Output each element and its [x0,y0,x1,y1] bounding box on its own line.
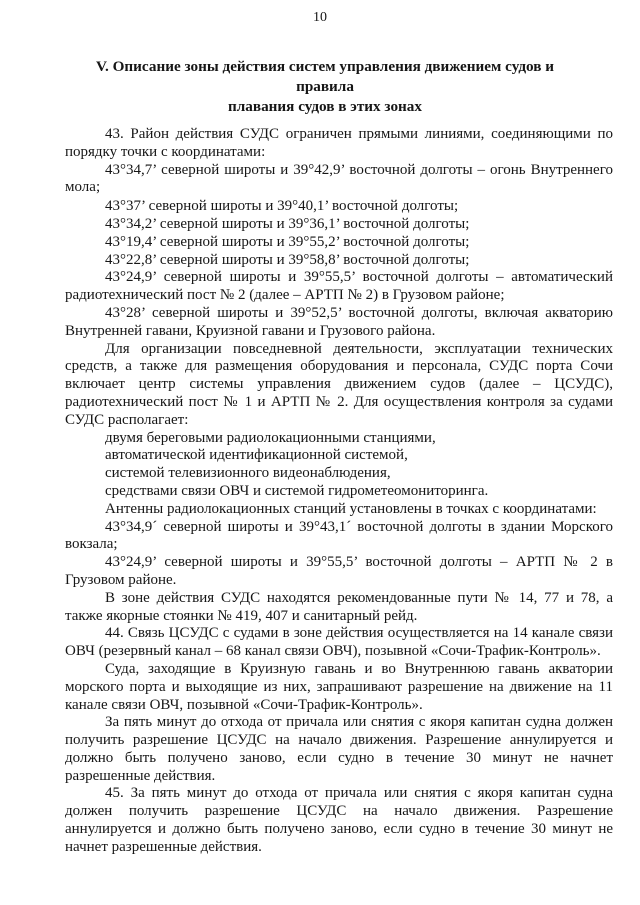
section-title-line-1: V. Описание зоны действия систем управления движением судов и правила [96,58,554,95]
coordinate-point: 43°22,8’ северной широты и 39°58,8’ восточной долготы; [105,251,470,268]
paragraph-organization: Для организации повседневной деятельности, эксплуатации технических средств, а также для размещения оборудования и персонала, СУДС порта Сочи включает центр системы управления движением судов (далее – ЦСУДС), радиотехнический пост № 1 и АРТП № 2. Для осуществления контроля за судами СУДС располагает: [65,340,613,428]
paragraph-44: 44. Связь ЦСУДС с судами в зоне действия осуществляется на 14 канале связи ОВЧ (резервный канал – 68 канал связи ОВЧ), позывной «Сочи-Трафик-Контроль». [65,625,613,660]
section-title-line-2: плавания судов в этих зонах [228,98,422,115]
paragraph-routes: В зоне действия СУДС находятся рекомендованные пути № 14, 77 и 78, а также якорные стоянки № 419, 407 и санитарный рейд. [65,589,613,624]
coordinate-point: 43°28’ северной широты и 39°52,5’ восточной долготы, включая акваторию Внутренней гавани, Круизной гавани и Грузового района. [65,304,613,339]
antenna-coordinate: 43°34,9´ северной широты и 39°43,1´ восточной долготы в здании Морского вокзала; [65,518,613,553]
paragraph-departure-permission: За пять минут до отхода от причала или снятия с якоря капитан судна должен получить разрешение ЦСУДС на начало движения. Разрешение аннулируется и должно быть получено заново, если судно в течение 30 минут не начнет разрешенные действия. [65,714,613,784]
equipment-list-item: автоматической идентификационной системой, [105,447,408,464]
paragraph-antennas: Антенны радиолокационных станций установлены в точках с координатами: [105,500,597,517]
equipment-list-item: двумя береговыми радиолокационными станциями, [105,429,436,446]
coordinate-point: 43°34,2’ северной широты и 39°36,1’ восточной долготы; [105,215,470,232]
paragraph-harbour-entry: Суда, заходящие в Круизную гавань и во Внутреннюю гавань акватории морского порта и выходящие из них, запрашивают разрешение на движение на 11 канале связи ОВЧ, позывной «Сочи-Трафик-Контроль». [65,660,613,713]
paragraph-45: 45. За пять минут до отхода от причала или снятия с якоря капитан судна должен получить разрешение ЦСУДС на начало движения. Разрешение аннулируется и должно быть получено заново, если судно в течение 30 минут не начнет разрешенные действия. [65,785,613,855]
coordinate-point: 43°24,9’ северной широты и 39°55,5’ восточной долготы – автоматический радиотехнический пост № 2 (далее – АРТП № 2) в Грузовом районе; [65,269,613,304]
document-body [65,126,613,857]
antenna-coordinate: 43°24,9’ северной широты и 39°55,5’ восточной долготы – АРТП № 2 в Грузовом районе. [65,554,613,588]
equipment-list-item: средствами связи ОВЧ и системой гидрометеомониторинга. [105,482,489,499]
section-title [70,57,580,117]
coordinate-point: 43°34,7’ северной широты и 39°42,9’ восточной долготы – огонь Внутреннего мола; [65,161,613,196]
equipment-list-item: системой телевизионного видеонаблюдения, [105,465,391,482]
coordinate-point: 43°19,4’ северной широты и 39°55,2’ восточной долготы; [105,233,470,250]
coordinate-point: 43°37’ северной широты и 39°40,1’ восточной долготы; [105,198,459,215]
paragraph-43-intro: 43. Район действия СУДС ограничен прямыми линиями, соединяющими по порядку точки с координатами: [65,126,613,160]
page-number: 10 [313,10,327,25]
